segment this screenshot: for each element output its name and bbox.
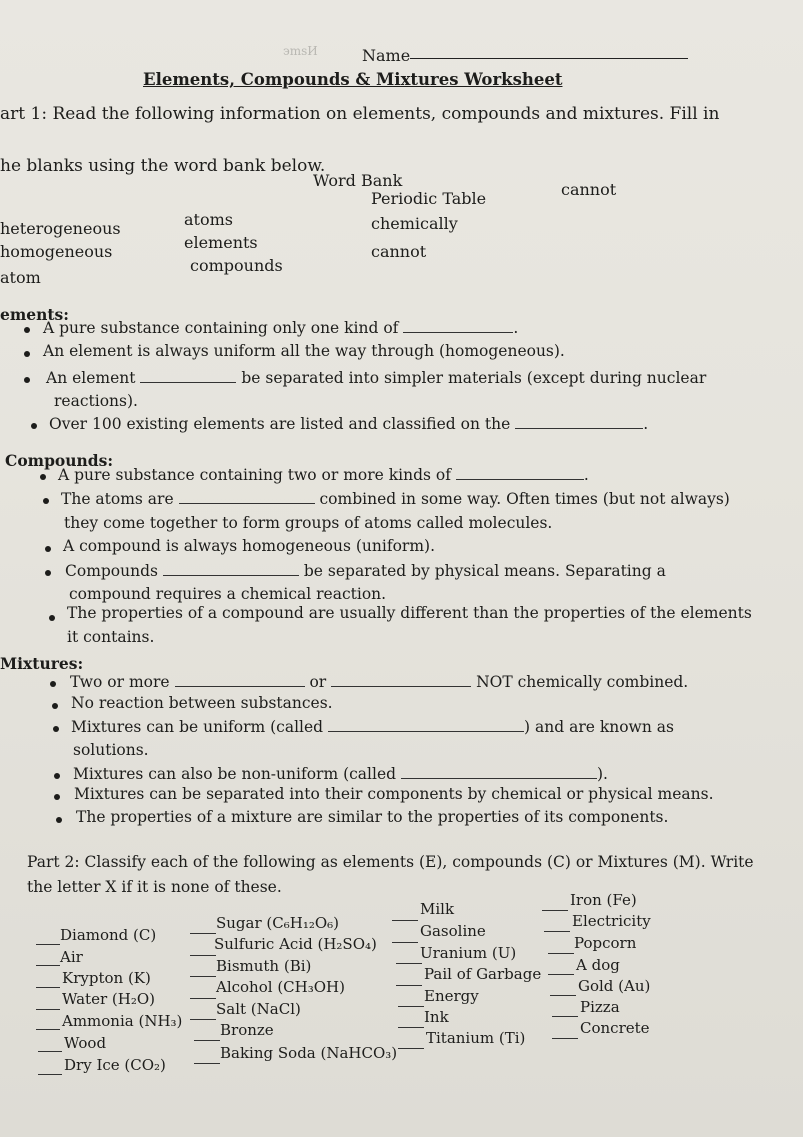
blank-field[interactable]: [331, 672, 471, 687]
answer-blank[interactable]: [36, 944, 60, 945]
classify-item: Popcorn: [574, 934, 637, 952]
bullet: [53, 726, 59, 732]
classify-item: Titanium (Ti): [426, 1029, 526, 1047]
answer-blank[interactable]: [194, 1040, 220, 1041]
classify-item: Dry Ice (CO₂): [64, 1056, 166, 1074]
classify-item: Electricity: [572, 912, 651, 930]
mixtures-line7: The properties of a mixture are similar to the properties of its components.: [76, 808, 669, 826]
answer-blank[interactable]: [38, 1051, 62, 1052]
compounds-heading: Compounds:: [5, 451, 114, 470]
answer-blank[interactable]: [548, 974, 574, 975]
elements-line3: An element be separated into simpler materials (except during nuclear: [46, 369, 707, 387]
name-field[interactable]: [410, 58, 688, 59]
answer-blank[interactable]: [392, 920, 418, 921]
classify-item: Sulfuric Acid (H₂SO₄): [214, 935, 377, 953]
part2-instructions-line1: Part 2: Classify each of the following as elements (E), compounds (C) or Mixtures (M). Write: [27, 853, 754, 871]
bullet: [45, 546, 51, 552]
answer-blank[interactable]: [398, 1048, 424, 1049]
classify-item: Alcohol (CH₃OH): [216, 978, 345, 996]
bullet: [49, 615, 55, 621]
bullet: [24, 351, 30, 357]
part2-instructions-line2: the letter X if it is none of these.: [27, 878, 282, 896]
answer-blank[interactable]: [190, 933, 216, 934]
word-bank-item: compounds: [190, 256, 283, 275]
mixtures-line4: solutions.: [73, 741, 149, 759]
bullet: [54, 794, 60, 800]
answer-blank[interactable]: [190, 998, 216, 999]
classify-item: Bronze: [220, 1021, 274, 1039]
compounds-line3: they come together to form groups of atoms called molecules.: [64, 514, 553, 532]
classify-item: Milk: [420, 900, 455, 918]
word-bank-item: homogeneous: [0, 242, 113, 261]
word-bank-item: heterogeneous: [0, 219, 121, 238]
blank-field[interactable]: [163, 561, 299, 576]
answer-blank[interactable]: [544, 931, 570, 932]
classify-item: Wood: [64, 1034, 107, 1052]
answer-blank[interactable]: [396, 985, 422, 986]
compounds-line4: A compound is always homogeneous (uniform).: [63, 537, 435, 555]
classify-item: Krypton (K): [62, 969, 151, 987]
answer-blank[interactable]: [194, 1063, 220, 1064]
classify-item: Sugar (C₆H₁₂O₆): [216, 914, 340, 932]
elements-line5: Over 100 existing elements are listed and classified on the .: [49, 415, 649, 433]
bullet: [56, 817, 62, 823]
mixtures-line3: Mixtures can be uniform (called ) and are known as: [71, 718, 674, 736]
answer-blank[interactable]: [190, 976, 216, 977]
classify-item: Bismuth (Bi): [216, 957, 312, 975]
word-bank-item: atoms: [184, 210, 233, 229]
answer-blank[interactable]: [38, 1074, 62, 1075]
bullet: [54, 773, 60, 779]
classify-item: Uranium (U): [420, 944, 517, 962]
classify-item: Pail of Garbage: [424, 965, 542, 983]
word-bank-item: cannot: [371, 242, 427, 261]
compounds-line5: Compounds be separated by physical means. Separating a: [65, 562, 666, 580]
answer-blank[interactable]: [548, 953, 574, 954]
bleed-through-text: эmsИ: [283, 44, 318, 58]
classify-item: Ammonia (NH₃): [62, 1012, 183, 1030]
answer-blank[interactable]: [36, 1029, 60, 1030]
classify-item: Gold (Au): [578, 977, 651, 995]
bullet: [40, 474, 46, 480]
answer-blank[interactable]: [542, 910, 568, 911]
answer-blank[interactable]: [396, 963, 422, 964]
answer-blank[interactable]: [552, 1016, 578, 1017]
bullet: [31, 423, 37, 429]
word-bank-item: atom: [0, 268, 41, 287]
bullet: [43, 498, 49, 504]
answer-blank[interactable]: [36, 1009, 60, 1010]
blank-field[interactable]: [140, 368, 236, 383]
answer-blank[interactable]: [398, 1027, 424, 1028]
name-label: Name: [362, 46, 411, 65]
mixtures-line1: Two or more or NOT chemically combined.: [70, 673, 689, 691]
answer-blank[interactable]: [550, 995, 576, 996]
answer-blank[interactable]: [392, 942, 418, 943]
blank-field[interactable]: [179, 489, 315, 504]
blank-field[interactable]: [401, 764, 597, 779]
compounds-line8: it contains.: [67, 628, 155, 646]
answer-blank[interactable]: [190, 1019, 216, 1020]
bullet: [24, 327, 30, 333]
answer-blank[interactable]: [398, 1006, 424, 1007]
elements-heading: ements:: [0, 305, 70, 324]
classify-item: Iron (Fe): [570, 891, 637, 909]
mixtures-heading: Mixtures:: [0, 654, 84, 673]
answer-blank[interactable]: [552, 1038, 578, 1039]
compounds-line1: A pure substance containing two or more kinds of .: [58, 466, 589, 484]
blank-field[interactable]: [515, 414, 643, 429]
classify-item: Air: [60, 948, 83, 966]
bullet: [45, 570, 51, 576]
classify-item: Ink: [424, 1008, 449, 1026]
elements-line2: An element is always uniform all the way through (homogeneous).: [43, 342, 565, 360]
classify-item: Salt (NaCl): [216, 1000, 301, 1018]
blank-field[interactable]: [175, 672, 305, 687]
blank-field[interactable]: [403, 318, 513, 333]
word-bank-item: Periodic Table: [371, 189, 487, 208]
word-bank-item: elements: [184, 233, 258, 252]
mixtures-line2: No reaction between substances.: [71, 694, 333, 712]
classify-item: Water (H₂O): [62, 990, 155, 1008]
part1-instructions-line2: he blanks using the word bank below.: [0, 156, 326, 176]
classify-item: Baking Soda (NaHCO₃): [220, 1044, 398, 1062]
compounds-line6: compound requires a chemical reaction.: [69, 585, 387, 603]
answer-blank[interactable]: [36, 965, 60, 966]
mixtures-line6: Mixtures can be separated into their components by chemical or physical means.: [74, 785, 714, 803]
elements-line1: A pure substance containing only one kind of .: [43, 319, 519, 337]
blank-field[interactable]: [456, 465, 584, 480]
bullet: [24, 377, 30, 383]
classify-item: Diamond (C): [60, 926, 157, 944]
classify-item: Gasoline: [420, 922, 486, 940]
classify-item: Pizza: [580, 998, 620, 1016]
word-bank-item: cannot: [561, 180, 617, 199]
bullet: [50, 681, 56, 687]
word-bank-item: chemically: [371, 214, 458, 233]
blank-field[interactable]: [328, 717, 524, 732]
classify-item: Energy: [424, 987, 479, 1005]
compounds-line7: The properties of a compound are usually different than the properties of the elements: [67, 604, 752, 622]
part1-instructions-line1: art 1: Read the following information on elements, compounds and mixtures. Fill in: [0, 104, 720, 124]
classify-item: A dog: [576, 956, 620, 974]
answer-blank[interactable]: [190, 955, 216, 956]
compounds-line2: The atoms are combined in some way. Often times (but not always): [61, 490, 730, 508]
worksheet-title: Elements, Compounds & Mixtures Worksheet: [143, 70, 563, 89]
mixtures-line5: Mixtures can also be non-uniform (called ).: [73, 765, 608, 783]
word-bank-title: Word Bank: [313, 171, 403, 190]
classify-item: Concrete: [580, 1019, 650, 1037]
answer-blank[interactable]: [36, 987, 60, 988]
bullet: [52, 703, 58, 709]
elements-line4: reactions).: [54, 392, 138, 410]
